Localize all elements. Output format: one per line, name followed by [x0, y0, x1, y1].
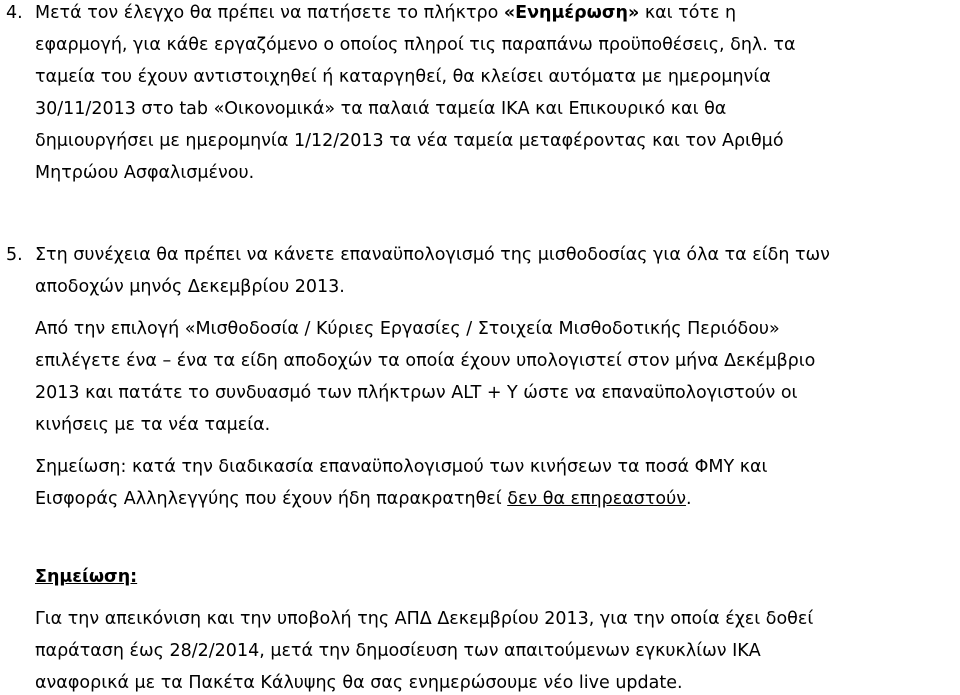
item-5-note-line-2-text: Εισφοράς Αλληλεγγύης που έχουν ήδη παρακρατηθεί [35, 489, 508, 509]
item-4-line-6: Μητρώου Ασφαλισμένου. [35, 163, 255, 183]
item-4-number: 4. [6, 3, 23, 23]
item-4-line-4: 30/11/2013 στο tab «Οικονομικά» τα παλαιά ταμεία ΙΚΑ και Επικουρικό και θα [35, 99, 727, 119]
item-5-note-line-1: Σημείωση: κατά την διαδικασία επαναϋπολογισμού των κινήσεων τα ποσά ΦΜΥ και [35, 457, 768, 477]
item-4-line-1-text: Μετά τον έλεγχο θα πρέπει να πατήσετε το πλήκτρο [35, 3, 504, 23]
item-5-number: 5. [6, 245, 23, 265]
item-4-line-1-tail: και τότε η [639, 3, 737, 23]
final-note-line-2: παράταση έως 28/2/2014, μετά την δημοσίευση των απαιτούμενων εγκυκλίων ΙΚΑ [35, 641, 761, 661]
item-5-line-1: Στη συνέχεια θα πρέπει να κάνετε επαναϋπολογισμό της μισθοδοσίας για όλα τα είδη των [35, 245, 830, 265]
item-5-line-2: αποδοχών μηνός Δεκεμβρίου 2013. [35, 277, 345, 297]
item-5-para-line-4: κινήσεις με τα νέα ταμεία. [35, 415, 271, 435]
update-key-label: «Ενημέρωση» [503, 3, 640, 23]
item-5-para-line-1: Από την επιλογή «Μισθοδοσία / Κύριες Εργασίες / Στοιχεία Μισθοδοτικής Περιόδου» [35, 319, 780, 339]
item-5-note-line-2-tail: . [685, 489, 692, 509]
final-note-line-3: αναφορικά με τα Πακέτα Κάλυψης θα σας ενημερώσουμε νέο live update. [35, 673, 683, 693]
final-note-heading: Σημείωση: [35, 567, 138, 587]
underlined-emphasis: δεν θα επηρεαστούν [507, 489, 686, 509]
final-note-line-1: Για την απεικόνιση και την υποβολή της ΑΠΔ Δεκεμβρίου 2013, για την οποία έχει δοθεί [35, 609, 814, 629]
item-5-para-line-2: επιλέγετε ένα – ένα τα είδη αποδοχών τα οποία έχουν υπολογιστεί στον μήνα Δεκέμβριο [35, 351, 816, 371]
item-5-para-line-3: 2013 και πατάτε το συνδυασμό των πλήκτρων ALT + Y ώστε να επαναϋπολογιστούν οι [35, 383, 798, 403]
item-4-line-3: ταμεία του έχουν αντιστοιχηθεί ή καταργηθεί, θα κλείσει αυτόματα με ημερομηνία [35, 67, 771, 87]
item-4-line-1 [35, 2, 736, 24]
item-5-note-line-2 [35, 488, 692, 510]
item-4-line-2: εφαρμογή, για κάθε εργαζόμενο ο οποίος πληροί τις παραπάνω προϋποθέσεις, δηλ. τα [35, 35, 796, 55]
item-4-line-5: δημιουργήσει με ημερομηνία 1/12/2013 τα νέα ταμεία μεταφέροντας και τον Αριθμό [35, 131, 784, 151]
